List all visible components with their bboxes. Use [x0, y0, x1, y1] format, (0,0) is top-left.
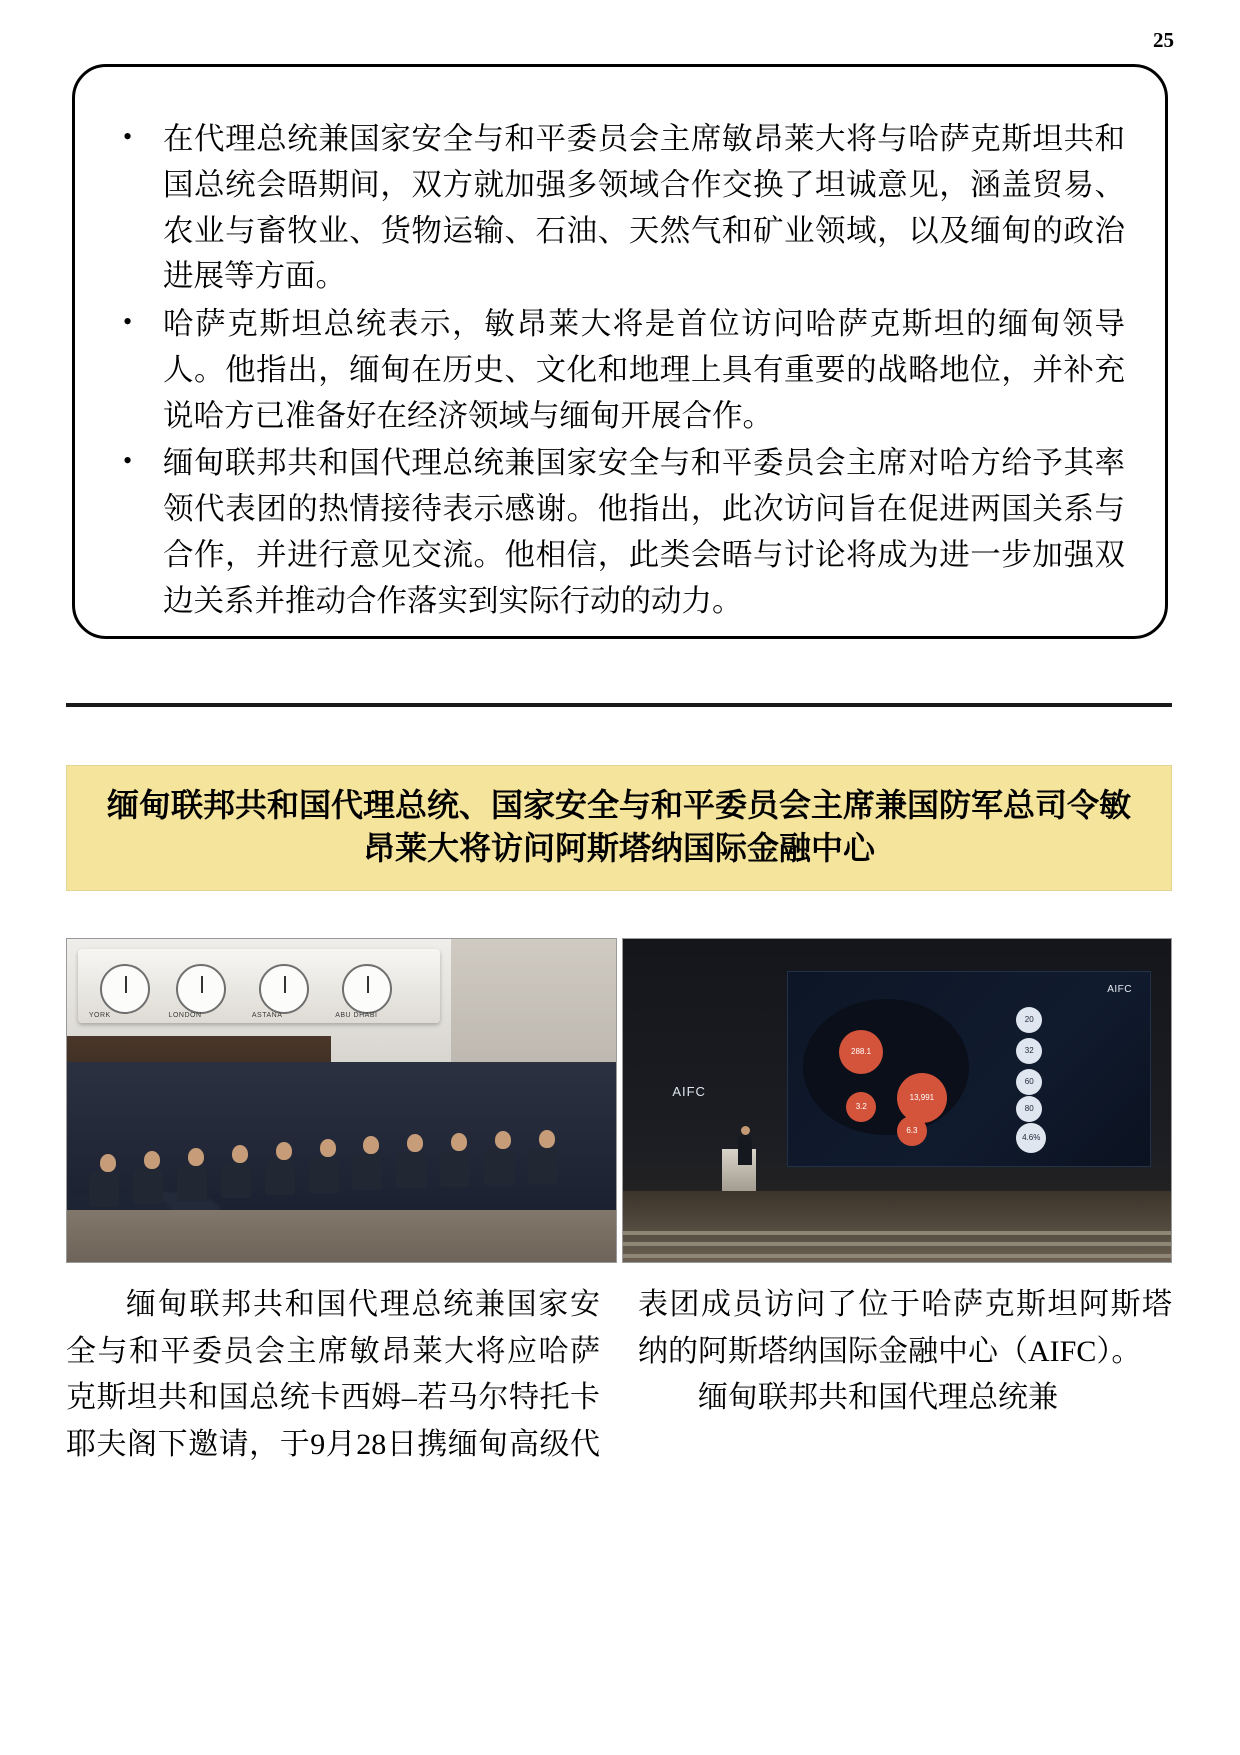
photo-caption [66, 1282, 1172, 1468]
aifc-screen-logo: AIFC [1107, 983, 1132, 995]
stage-step [623, 1242, 1171, 1246]
clock-icon [259, 964, 309, 1014]
clock-icon [342, 964, 392, 1014]
clock-label: LONDON [168, 1011, 202, 1019]
clock-label: ABU DHABI [335, 1011, 378, 1019]
stat-bubble: 32 [1016, 1038, 1042, 1064]
person-head [100, 1154, 116, 1172]
stat-bubble: 3.2 [846, 1092, 876, 1122]
person-head [320, 1139, 336, 1157]
stat-bubble: 80 [1016, 1096, 1042, 1122]
person-head [539, 1130, 555, 1148]
person [309, 1157, 339, 1193]
clock-label: ASTANA [251, 1011, 283, 1019]
person-head [144, 1151, 160, 1169]
person [133, 1168, 163, 1204]
person-head [407, 1134, 423, 1152]
person [89, 1171, 119, 1207]
stat-bubble: 60 [1016, 1069, 1042, 1095]
clock-icon [176, 964, 226, 1014]
presentation-screen [787, 971, 1151, 1167]
person-head [495, 1131, 511, 1149]
aifc-wall-logo: AIFC [672, 1084, 706, 1100]
person-head [188, 1148, 204, 1166]
person-head [232, 1145, 248, 1163]
person [484, 1149, 514, 1185]
list-item: • 在代理总统兼国家安全与和平委员会主席敏昂莱大将与哈萨克斯坦共和国总统会晤期间，双方就加强多领域合作交换了坦诚意见，涵盖贸易、农业与畜牧业、货物运输、石油、天然气和矿业领域，以及缅甸的政治进展等方面。 [147, 117, 1125, 300]
person [528, 1148, 558, 1184]
section-divider [66, 703, 1172, 707]
person [440, 1151, 470, 1187]
stage-step [623, 1254, 1171, 1258]
stat-bubble: 6.3 [897, 1116, 927, 1146]
list-item: • 缅甸联邦共和国代理总统兼国家安全与和平委员会主席对哈方给予其率领代表团的热情接待表示感谢。他指出，此次访问旨在促进两国关系与合作，并进行意见交流。他相信，此类会晤与讨论将成为进一步加强双边关系并推动合作落实到实际行动的动力。 [147, 441, 1125, 624]
chart-dark-area [803, 999, 969, 1135]
caption-paragraph: 缅甸联邦共和国代理总统兼国家安全与和平委员会主席敏昂莱大将应哈萨克斯坦共和国总统卡西姆–若马尔特托卡耶夫阁下邀请，于9月28日携缅甸高级代表团成员访问了位于哈萨克斯坦阿斯塔纳的阿斯塔纳国际金融中心（AIFC）。 [66, 1288, 1172, 1461]
clock-icon [100, 964, 150, 1014]
person [177, 1165, 207, 1201]
person-head [363, 1136, 379, 1154]
seated-audience [67, 1062, 616, 1211]
person [352, 1154, 382, 1190]
stat-bubble: 13,991 [897, 1073, 947, 1123]
photo-delegation-hall [66, 938, 617, 1263]
list-item: • 哈萨克斯坦总统表示，敏昂莱大将是首位访问哈萨克斯坦的缅甸领导人。他指出，缅甸在历史、文化和地理上具有重要的战略地位，并补充说哈方已准备好在经济领域与缅甸开展合作。 [147, 302, 1125, 439]
caption-paragraph: 缅甸联邦共和国代理总统兼 [698, 1381, 1058, 1414]
stage-step [623, 1231, 1171, 1235]
stat-bubble: 288.1 [839, 1030, 883, 1074]
stat-bubble: 4.6% [1016, 1123, 1046, 1153]
clock-label: YORK [88, 1011, 111, 1019]
article-headline: 缅甸联邦共和国代理总统、国家安全与和平委员会主席兼国防军总司令敏昂莱大将访问阿斯塔纳国际金融中心 [66, 765, 1172, 891]
person [396, 1152, 426, 1188]
speaker [738, 1135, 752, 1165]
photo-aifc-presentation [622, 938, 1172, 1263]
stage-floor [623, 1191, 1171, 1262]
page-number: 25 [1153, 28, 1174, 52]
bullet-box [72, 64, 1168, 639]
bullet-list [75, 67, 1165, 624]
person [221, 1162, 251, 1198]
person-head [451, 1133, 467, 1151]
photo-row [66, 938, 1172, 1263]
world-clock-panel [78, 949, 440, 1023]
person-head [276, 1142, 292, 1160]
stat-bubble: 20 [1016, 1007, 1042, 1033]
person [265, 1159, 295, 1195]
